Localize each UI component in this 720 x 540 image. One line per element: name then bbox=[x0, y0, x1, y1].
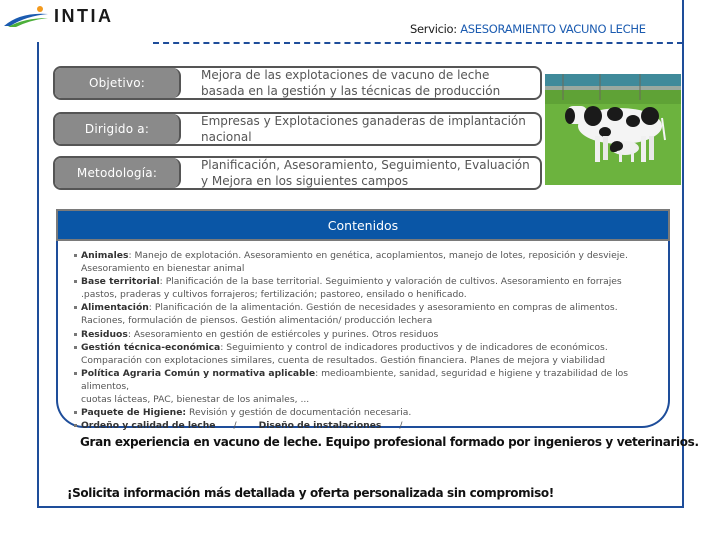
info-value-line: basada en la gestión y las técnicas de producción bbox=[201, 84, 501, 98]
item-text: : Planificación de la base territorial. Seguimiento y valoración de cultivos. Asesoramiento en forrajes bbox=[159, 276, 622, 288]
frame-right-border bbox=[682, 0, 684, 508]
list-item bbox=[74, 419, 664, 432]
item-text-cont: .pastos, praderas y cultivos forrajeros; fertilización; pastoreo, ensilado o henificado. bbox=[81, 289, 467, 301]
item-text-cont: cuotas lácteas, PAC, bienestar de los animales, ... bbox=[81, 394, 310, 406]
item-term: Gestión técnica-económica bbox=[81, 341, 221, 353]
list-item bbox=[74, 275, 664, 301]
item-text: : Manejo de explotación. Asesoramiento en genética, acoplamientos, manejo de lotes, reposición y desvieje. bbox=[128, 250, 628, 261]
info-row-dirigido bbox=[53, 112, 542, 146]
dashed-divider bbox=[153, 42, 683, 44]
list-item bbox=[74, 301, 664, 327]
service-value: ASESORAMIENTO VACUNO LECHE bbox=[460, 22, 646, 36]
item-text: : Planificación de la alimentación. Gestión de necesidades y asesoramiento en compras de alimentos. bbox=[148, 302, 618, 314]
item-text-cont: Comparación con explotaciones similares, cuenta de resultados. Gestión financiera. Planes de mejora y viabilidad bbox=[81, 354, 606, 366]
frame-left-border bbox=[37, 42, 39, 508]
info-label: Dirigido a: bbox=[55, 114, 181, 144]
service-label: Servicio: bbox=[410, 22, 457, 36]
info-value bbox=[181, 68, 540, 98]
list-item bbox=[74, 367, 664, 406]
item-term: Alimentación bbox=[81, 302, 149, 314]
intia-logo bbox=[2, 4, 114, 28]
list-item bbox=[74, 328, 664, 341]
info-label: Metodología: bbox=[55, 158, 181, 188]
cow-photo bbox=[545, 74, 681, 185]
separator: / bbox=[399, 420, 403, 432]
item-term: Política Agraria Común y normativa aplicable bbox=[81, 367, 316, 379]
frame-bottom-border bbox=[37, 506, 684, 508]
list-item bbox=[74, 249, 664, 275]
item-text: : Asesoramiento en gestión de estiércoles y purines. Otros residuos bbox=[127, 328, 439, 340]
item-text-cont: Raciones, formulación de piensos. Gestión alimentación/ producción lechera bbox=[81, 315, 433, 327]
info-value-line: y Mejora en los siguientes campos bbox=[201, 174, 409, 188]
item-term: Base territorial bbox=[81, 276, 160, 288]
intia-swoosh-icon bbox=[2, 4, 50, 28]
call-to-action: ¡Solicita información más detallada y oferta personalizada sin compromiso! bbox=[67, 486, 554, 500]
info-label: Objetivo: bbox=[55, 68, 181, 98]
cow-illustration-icon bbox=[545, 74, 681, 185]
item-text: Revisión y gestión de documentación necesaria. bbox=[186, 407, 412, 419]
info-value-line: Empresas y Explotaciones ganaderas de implantación bbox=[201, 114, 526, 128]
item-term: Animales bbox=[81, 250, 129, 261]
list-item bbox=[74, 406, 664, 419]
item-term: Ordeño y calidad de leche bbox=[81, 420, 216, 432]
info-value bbox=[181, 114, 540, 144]
item-text-cont: Asesoramiento en bienestar animal bbox=[81, 263, 245, 275]
contents-title: Contenidos bbox=[56, 209, 670, 241]
info-row-metodologia bbox=[53, 156, 542, 190]
list-item bbox=[74, 341, 664, 367]
info-value-line: Planificación, Asesoramiento, Seguimiento, Evaluación bbox=[201, 158, 530, 172]
item-term: Diseño de instalaciones bbox=[258, 420, 382, 432]
info-value-line: Mejora de las explotaciones de vacuno de leche bbox=[201, 68, 490, 82]
item-term: Paquete de Higiene: bbox=[81, 407, 187, 419]
contents-list bbox=[74, 249, 664, 432]
item-term: Residuos bbox=[81, 328, 128, 340]
info-value-line: nacional bbox=[201, 130, 252, 144]
separator: / bbox=[233, 420, 237, 432]
service-heading bbox=[410, 22, 646, 36]
logo-text: INTIA bbox=[54, 6, 114, 26]
item-text: : medioambiente, sanidad, seguridad e higiene y trazabilidad de los alimentos, bbox=[81, 367, 629, 392]
info-value bbox=[181, 158, 540, 188]
info-row-objetivo bbox=[53, 66, 542, 100]
tagline: Gran experiencia en vacuno de leche. Equipo profesional formado por ingenieros y veterinarios. bbox=[80, 435, 699, 449]
item-text: : Seguimiento y control de indicadores productivos y de indicadores de económicos. bbox=[220, 341, 608, 353]
